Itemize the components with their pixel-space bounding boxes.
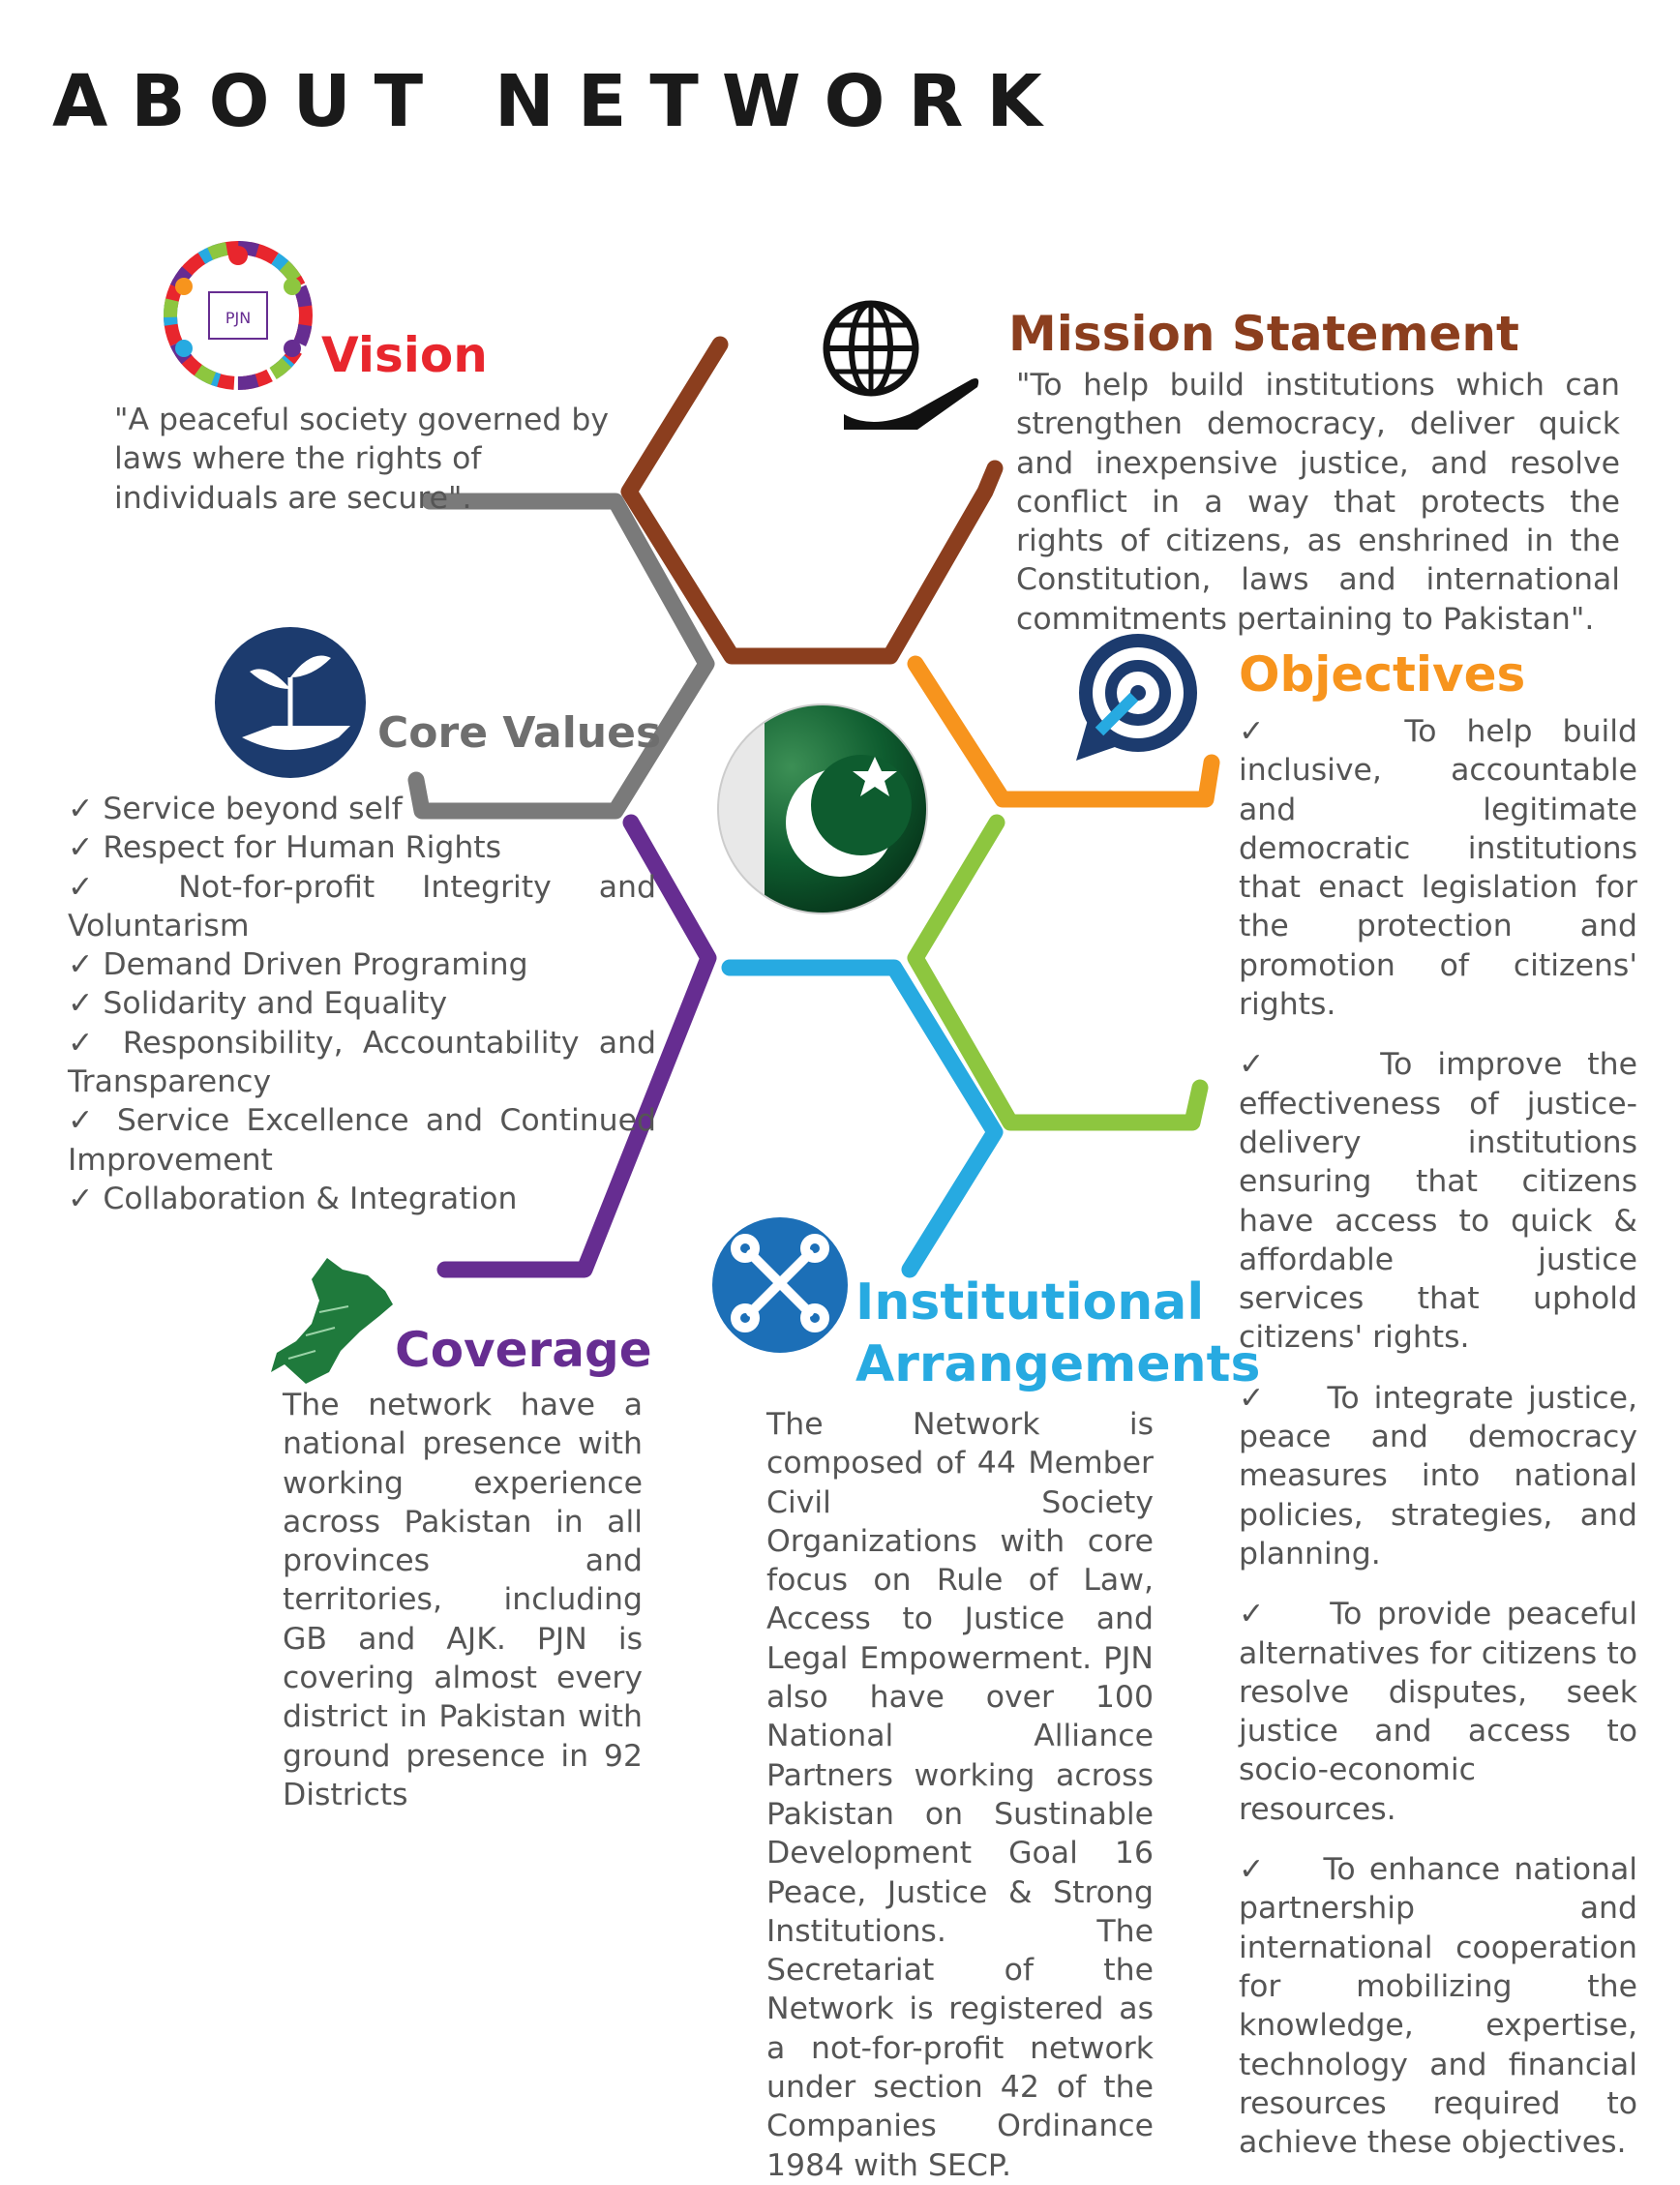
coverage-heading: Coverage [395, 1322, 652, 1378]
page-title: ABOUT NETWORK [52, 60, 1065, 143]
mission-text: "To help build institutions which can strengthen democracy, deliver quick and inexpensive justice, and resolve conflict in a way that protects the rights of citizens, as enshrined in the Constitution, laws and international commitments pertaining to Pakistan". [1016, 368, 1620, 637]
institutional-heading [855, 1272, 1260, 1395]
institutional-heading-line1: Institutional [855, 1273, 1205, 1332]
mission-heading: Mission Statement [1008, 306, 1519, 362]
list-item: ✓ Respect for Human Rights [68, 828, 656, 867]
pakistan-flag-icon [718, 704, 927, 913]
list-item: ✓ To provide peaceful alternatives for citizens to resolve disputes, seek justice and access to socio-economic resources. [1239, 1595, 1637, 1829]
list-item: ✓ To integrate justice, peace and democracy measures into national policies, strategies, and planning. [1239, 1379, 1637, 1573]
list-item: ✓ To enhance national partnership and international cooperation for mobilizing the knowledge, expertise, technology and financial resources required to achieve these objectives. [1239, 1850, 1637, 2162]
institutional-text: The Network is composed of 44 Member Civil Society Organizations with core focus on Rule of Law, Access to Justice and Legal Empowerment. PJN also have over 100 National Alliance Partners working across Pakistan on Sustinable Development Goal 16 Peace, Justice & Strong Institutions. The Secretariat of the Network is registered as a not-for-profit network under section 42 of the Companies Ordinance 1984 with SECP. [766, 1407, 1154, 2183]
list-item: ✓ To improve the effectiveness of justice-delivery institutions ensuring that citizens have access to quick & affordable justice services that uphold citizens' rights. [1239, 1045, 1637, 1357]
core-values-list [68, 790, 656, 1218]
core-values-heading: Core Values [377, 708, 662, 758]
joomla-knot-icon [712, 1217, 848, 1353]
target-arrow-icon [1076, 641, 1190, 761]
plant-in-hand-icon [215, 627, 366, 778]
institutional-heading-line2: Arrangements [855, 1335, 1261, 1393]
list-item: ✓ Service Excellence and Continued Improvement [68, 1101, 656, 1180]
list-item: ✓ Solidarity and Equality [68, 984, 656, 1023]
vision-text: "A peaceful society governed by laws where the rights of individuals are secure". [114, 403, 610, 516]
pakistan-map-icon [271, 1258, 393, 1384]
objectives-list [1239, 712, 1637, 2183]
vision-heading: Vision [321, 327, 488, 383]
people-circle-logo-icon [170, 246, 306, 383]
list-item: ✓ Responsibility, Accountability and Transparency [68, 1024, 656, 1102]
list-item: ✓ Service beyond self [68, 790, 656, 828]
svg-text:PJN: PJN [225, 309, 252, 327]
coverage-text: The network have a national presence with working experience across Pakistan in all provinces and territories, including GB and AJK. PJN is covering almost every district in Pakistan with ground presence in 92 Districts [283, 1388, 643, 1812]
list-item: ✓ To help build inclusive, accountable and legitimate democratic institutions that enact legislation for the protection and promotion of citizens' rights. [1239, 712, 1637, 1024]
list-item: ✓ Demand Driven Programing [68, 945, 656, 984]
list-item: ✓ Not-for-profit Integrity and Voluntarism [68, 868, 656, 946]
globe-in-hand-icon [826, 304, 978, 430]
list-item: ✓ Collaboration & Integration [68, 1180, 656, 1218]
objectives-heading: Objectives [1239, 646, 1526, 703]
